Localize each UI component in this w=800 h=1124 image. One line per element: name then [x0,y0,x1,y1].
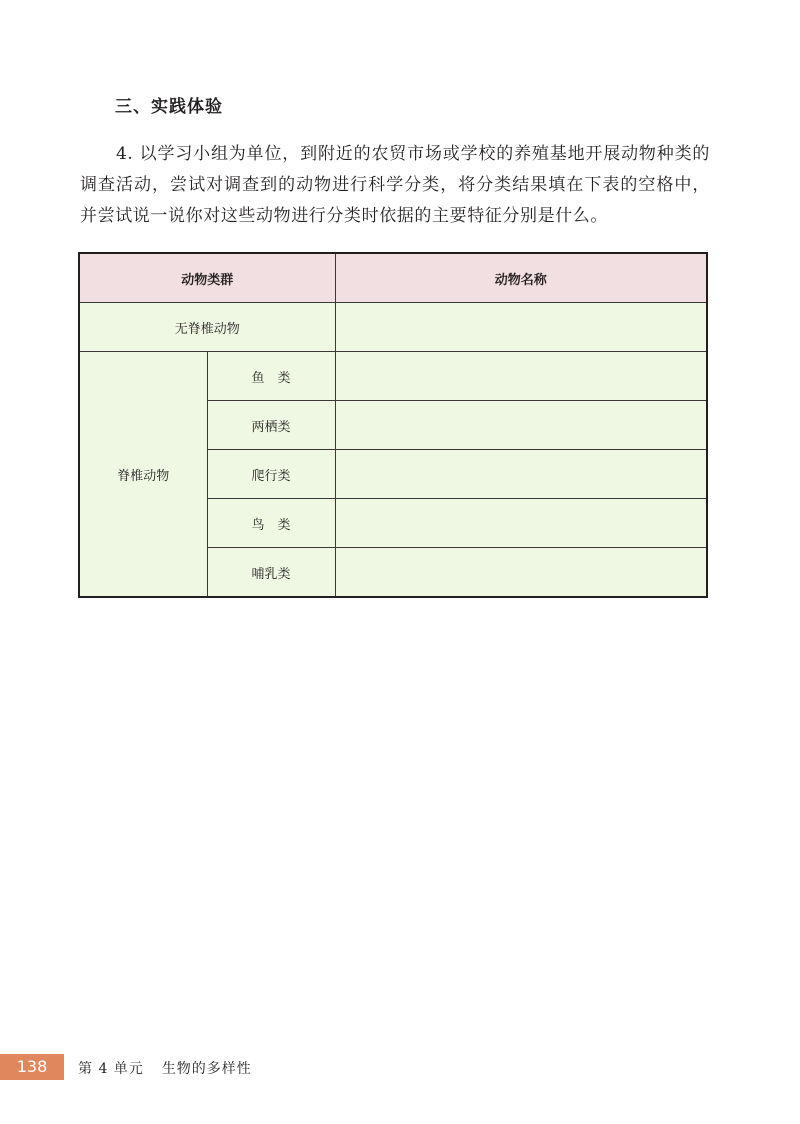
subgroup-reptile: 爬行类 [207,450,335,499]
page-number: 138 [0,1054,64,1080]
answer-cell-bird[interactable] [335,499,707,548]
group-invertebrate: 无脊椎动物 [79,303,335,352]
subgroup-bird: 鸟 类 [207,499,335,548]
answer-cell-reptile[interactable] [335,450,707,499]
running-footer [78,1058,270,1078]
subgroup-fish: 鱼 类 [207,352,335,401]
group-vertebrate: 脊椎动物 [79,352,207,598]
animal-classification-table [78,252,708,598]
answer-cell-mammal[interactable] [335,548,707,598]
subgroup-mammal: 哺乳类 [207,548,335,598]
section-heading: 三、实践体验 [115,97,223,117]
answer-cell-fish[interactable] [335,352,707,401]
unit-title: 生物的多样性 [161,1061,252,1077]
header-animal-names: 动物名称 [335,253,707,303]
table-header-row [79,253,707,303]
subgroup-amphibian: 两栖类 [207,401,335,450]
table-row [79,352,707,401]
activity-paragraph: 4. 以学习小组为单位，到附近的农贸市场或学校的养殖基地开展动物种类的调查活动，尝试对调查到的动物进行科学分类，将分类结果填在下表的空格中，并尝试说一说你对这些动物进行分类时依据的主要特征分别是什么。 [80,144,710,226]
answer-cell-amphibian[interactable] [335,401,707,450]
unit-label: 第 4 单元 [78,1061,144,1077]
answer-cell-invertebrate[interactable] [335,303,707,352]
header-animal-group: 动物类群 [79,253,335,303]
table-row [79,303,707,352]
